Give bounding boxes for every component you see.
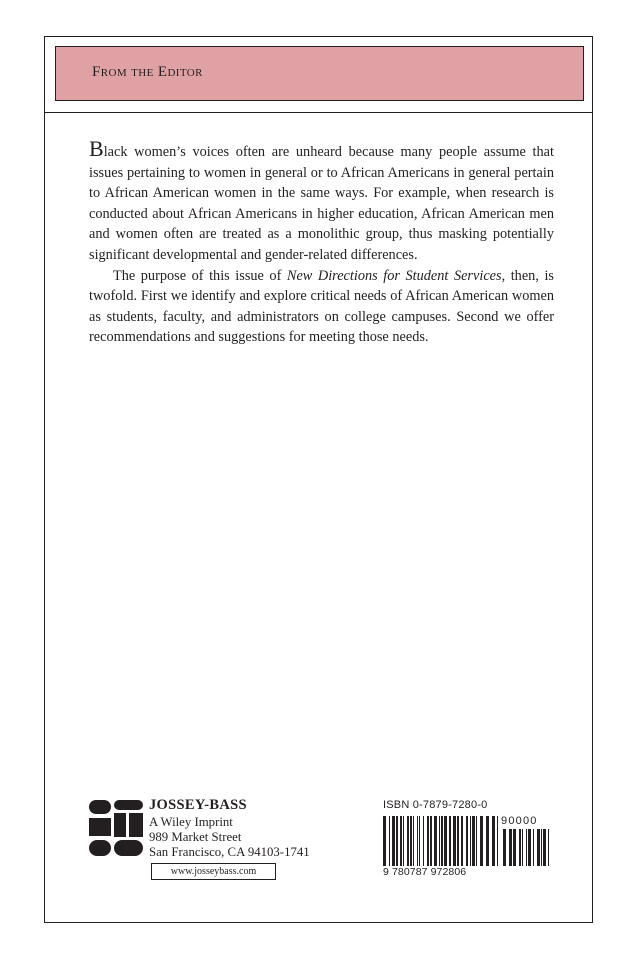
publisher-block — [88, 797, 328, 883]
jossey-bass-logo — [88, 799, 144, 857]
addon-barcode — [503, 829, 549, 866]
paragraph-2-lead: The purpose of this issue of — [113, 267, 287, 284]
paragraph-1 — [89, 136, 554, 266]
publisher-imprint: A Wiley Imprint — [149, 815, 233, 829]
ean-number: 9 780787 972806 — [383, 866, 467, 878]
paragraph-2 — [89, 266, 554, 348]
barcode-block — [383, 799, 550, 882]
header-divider — [44, 112, 593, 113]
drop-cap: B — [89, 136, 104, 161]
series-title: New Directions for Student Services — [286, 267, 502, 284]
paragraph-2-text: , then, is twofold. First we identify and explore critical needs of African American women as students, faculty, and administrators on college campuses. Second we offer recommendations and suggestions for meeting those needs. — [89, 267, 554, 346]
price-code: 90000 — [501, 815, 538, 827]
paragraph-1-text: lack women’s voices often are unheard because many people assume that issues pertaining to women in general or to African Americans in general pertain to African American women in the same ways. For example, when research is conducted about African Americans in higher education, African American men and women often are treated as a monolithic group, thus masking potentially significant developmental and gender-related differences. — [89, 144, 554, 263]
editor-banner — [55, 46, 584, 101]
editor-text — [89, 136, 554, 348]
publisher-name: JOSSEY-BASS — [149, 797, 247, 813]
publisher-url: www.josseybass.com — [151, 863, 276, 880]
publisher-city: San Francisco, CA 94103-1741 — [149, 845, 310, 859]
ean-barcode — [383, 816, 498, 866]
isbn-label: ISBN 0-7879-7280-0 — [383, 799, 488, 811]
editor-heading: From the Editor — [92, 64, 203, 80]
publisher-street: 989 Market Street — [149, 830, 242, 844]
